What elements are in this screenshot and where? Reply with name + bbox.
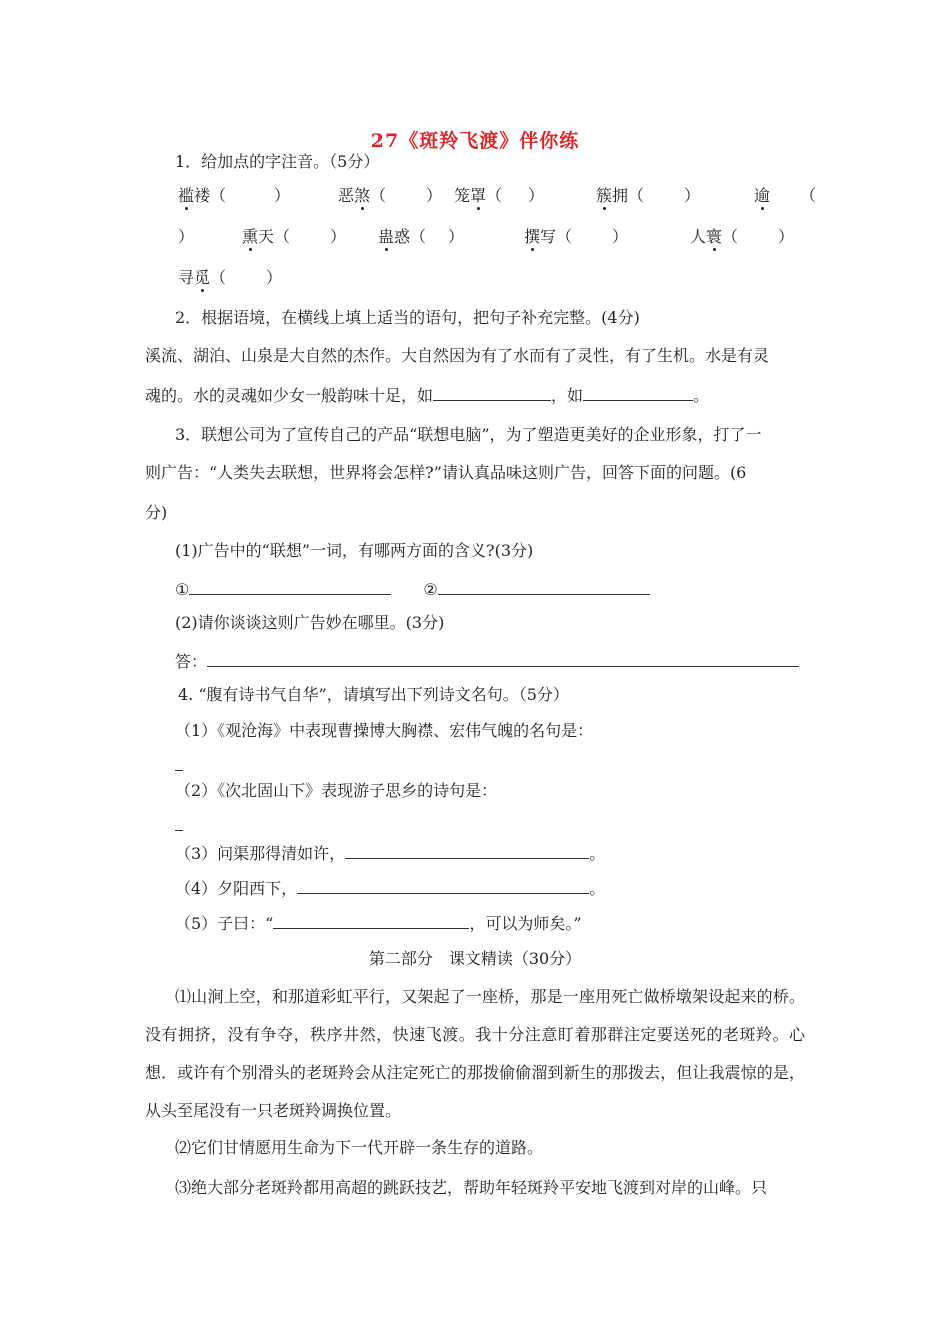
q1-item-2: 恶煞（ ） <box>338 186 443 205</box>
q4-s4: （4）夕阳西下， 。 <box>175 879 606 898</box>
q4-header: 4. “腹有诗书气自华”，请填写出下列诗文名句。（5分） <box>178 685 569 704</box>
q4-s5-blank[interactable] <box>273 912 469 929</box>
part2-paragraph-1: ⑴山涧上空，和那道彩虹平行，又架起了一座桥，那是一座用死亡做桥墩架设起来的桥。没有拥挤，没有争夺，秩序井然，快速飞渡。我十分注意盯着那群注定要送死的老斑羚。心想．或许有个别滑头的老斑羚会从注定死亡的那拨偷偷溜到新生的那拨去，但让我震惊的是，从头至尾没有一只老斑羚调换位置。 <box>145 987 805 1120</box>
q3-answer-blank[interactable] <box>207 650 799 667</box>
q3-sub2: (2)请你谈谈这则广告妙在哪里。(3分) <box>175 613 445 632</box>
q1-item-10: 寻觅（ ） <box>178 268 283 287</box>
part2-paragraph-2: ⑵它们甘情愿用生命为下一代开辟一条生存的道路。 <box>175 1138 544 1157</box>
page-title: 27《斑羚飞渡》伴你练 <box>370 130 580 152</box>
q3-line3: 分) <box>145 503 168 522</box>
part2-header: 第二部分 课文精读（30分） <box>368 949 582 968</box>
q2-line1: 溪流、湖泊、山泉是大自然的杰作。大自然因为有了水而有了灵性，有了生机。水是有灵 <box>145 346 770 365</box>
q1-item-5-close: ） <box>178 227 195 246</box>
q3-blank-2[interactable] <box>438 578 650 595</box>
q2-line2: 魂的。水的灵魂如少女一般韵味十足，如 ，如 。 <box>145 386 710 405</box>
q1-item-5: 逾 （ <box>754 186 817 205</box>
q3-sub1: (1)广告中的“联想”一词，有哪两方面的含义?(3分) <box>175 541 534 560</box>
q3-answer: 答： <box>175 650 799 673</box>
q4-s1-blank[interactable] <box>175 758 183 771</box>
q3-blank-1[interactable] <box>189 578 391 595</box>
q4-s3: （3）问渠那得清如许， 。 <box>175 844 606 863</box>
q1-item-1: 褴褛（ ） <box>178 186 291 205</box>
q3-line1: 3．联想公司为了宣传自己的产品“联想电脑”，为了塑造更美好的企业形象，打了一 <box>175 425 762 444</box>
q4-s1: （1）《观沧海》中表现曹操博大胸襟、宏伟气魄的名句是： <box>175 721 594 740</box>
q1-item-6: 熏天（ ） <box>242 227 347 246</box>
q4-s5: （5）子曰：“ ，可以为师矣。” <box>175 914 582 933</box>
q1-item-7: 蛊惑（ ） <box>378 227 465 246</box>
q1-item-9: 人寰（ ） <box>690 227 795 246</box>
q2-blank-1[interactable] <box>433 384 551 401</box>
q3-line2: 则广告：“人类失去联想，世界将会怎样?”请认真品味这则广告，回答下面的问题。(6 <box>145 463 747 482</box>
q1-item-3: 笼罩（ ） <box>454 186 545 205</box>
q1-item-8: 撰写（ ） <box>524 227 629 246</box>
q2-header: 2．根据语境，在横线上填上适当的语句，把句子补充完整。(4分) <box>175 308 640 327</box>
q1-item-4: 簇拥（ ） <box>596 186 701 205</box>
q2-blank-2[interactable] <box>583 384 693 401</box>
q4-s3-blank[interactable] <box>345 842 589 859</box>
q4-s2: （2）《次北固山下》表现游子思乡的诗句是： <box>175 781 498 800</box>
q3-sub1-answers: ① ② <box>175 578 650 601</box>
q4-s4-blank[interactable] <box>297 877 589 894</box>
q1-header: 1．给加点的字注音。（5分） <box>175 152 380 171</box>
part2-paragraph-3: ⑶绝大部分老斑羚都用高超的跳跃技艺，帮助年轻斑羚平安地飞渡到对岸的山峰。只 <box>175 1178 768 1197</box>
q4-s2-blank[interactable] <box>175 818 183 831</box>
